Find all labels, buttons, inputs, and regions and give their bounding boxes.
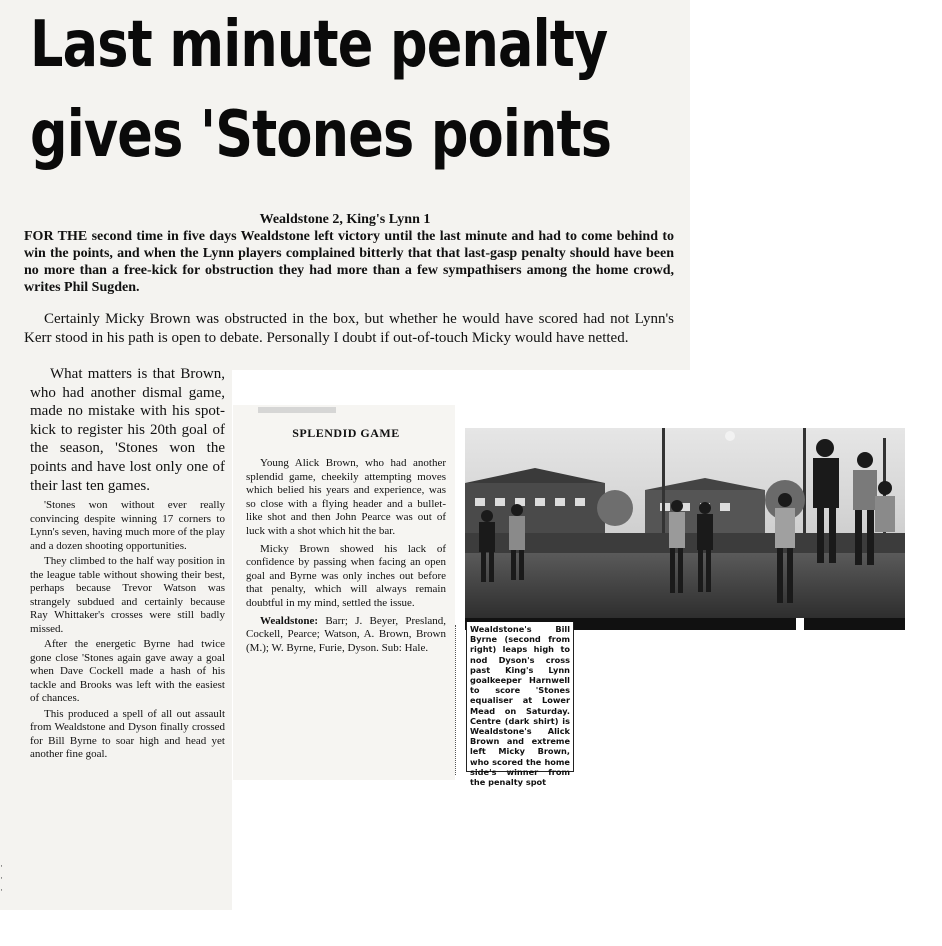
- faint-cut-text: [258, 407, 388, 413]
- left-column-paragraph: After the energetic Byrne had twice gone close 'Stones again gave away a goal when Dave Cockell made a hash of his tackle and Brooks was left with the easiest of chances.: [30, 638, 225, 705]
- match-photo: [465, 428, 905, 618]
- headline-line-1: Last minute penalty: [30, 8, 608, 82]
- middle-column-paragraph: Micky Brown showed his lack of confidence by passing when facing an open goal and Byrne was only inches out before that penalty, which will always remain doubtful in my mind, settled the issue.: [246, 542, 446, 609]
- left-column-paragraph: This produced a spell of all out assault from Wealdstone and Dyson finally crossed for Bill Byrne to soar high and head yet another fine goal.: [30, 707, 225, 761]
- score-line: Wealdstone 2, King's Lynn 1: [259, 212, 431, 227]
- team-list: Barr; J. Beyer, Presland, Cockell, Pearce; Watson, A. Brown, Brown (M.); W. Byrne, Furie, Dyson. Sub: Hale.: [246, 614, 447, 654]
- column-rule: [455, 625, 458, 775]
- lead-paragraph: Certainly Micky Brown was obstructed in the box, but whether he would have scored had not Lynn's Kerr stood in his path is open to debate. Personally I doubt if out-of-touch Micky would have netted.: [24, 311, 674, 346]
- team-list-paragraph: [246, 615, 446, 656]
- headline-line-2: gives 'Stones points: [30, 98, 612, 172]
- headline: [30, 0, 612, 180]
- photo-border-gap: [796, 618, 804, 630]
- left-column: [30, 365, 225, 764]
- left-column-paragraph: They climbed to the half way position in the league table without showing their best, perhaps because Trevor Watson was strangely subdued and certainly because Ray Whittaker's crosses were still badly missed.: [30, 555, 225, 635]
- edge-marks: · · ·: [0, 861, 3, 895]
- left-column-paragraph: 'Stones won without ever really convincing despite winning 17 corners to Lynn's seven, having much more of the play and a dozen shooting opportunities.: [30, 499, 225, 552]
- photo-caption: Wealdstone's Bill Byrne (second from right) leaps high to nod Dyson's cross past King's Lynn goalkeeper Harnwell to score 'Stones equaliser at Lower Mead on Saturday. Centre (dark shirt) is Wealdstone's Alick Brown and extreme left Micky Brown, who scored the home side's winner from the penalty spot: [466, 622, 574, 772]
- subheading: SPLENDID GAME: [292, 426, 400, 440]
- middle-column-paragraph: Young Alick Brown, who had another splendid game, cheekily attempting moves which belied his years and experience, was so close with a flying header and a bullet-like shot and then John Pearce was out of luck with a shot which hit the bar.: [246, 457, 446, 537]
- left-column-lead: What matters is that Brown, who had another dismal game, made no mistake with his spot-kick to register his 20th goal of the season, 'Stones won the points and have lost only one of their last ten games.: [30, 366, 225, 494]
- intro-paragraph: FOR THE second time in five days Wealdstone left victory until the last minute and had to come behind to win the points, and when the Lynn players complained bitterly that that last-gasp penalty should have been no more than a free-kick for obstruction they had more than a few sympathisers among the home crowd, writes Phil Sugden.: [24, 229, 674, 295]
- middle-column: [246, 422, 446, 659]
- match-photo-illustration: [465, 428, 905, 618]
- team-label: Wealdstone:: [260, 614, 319, 627]
